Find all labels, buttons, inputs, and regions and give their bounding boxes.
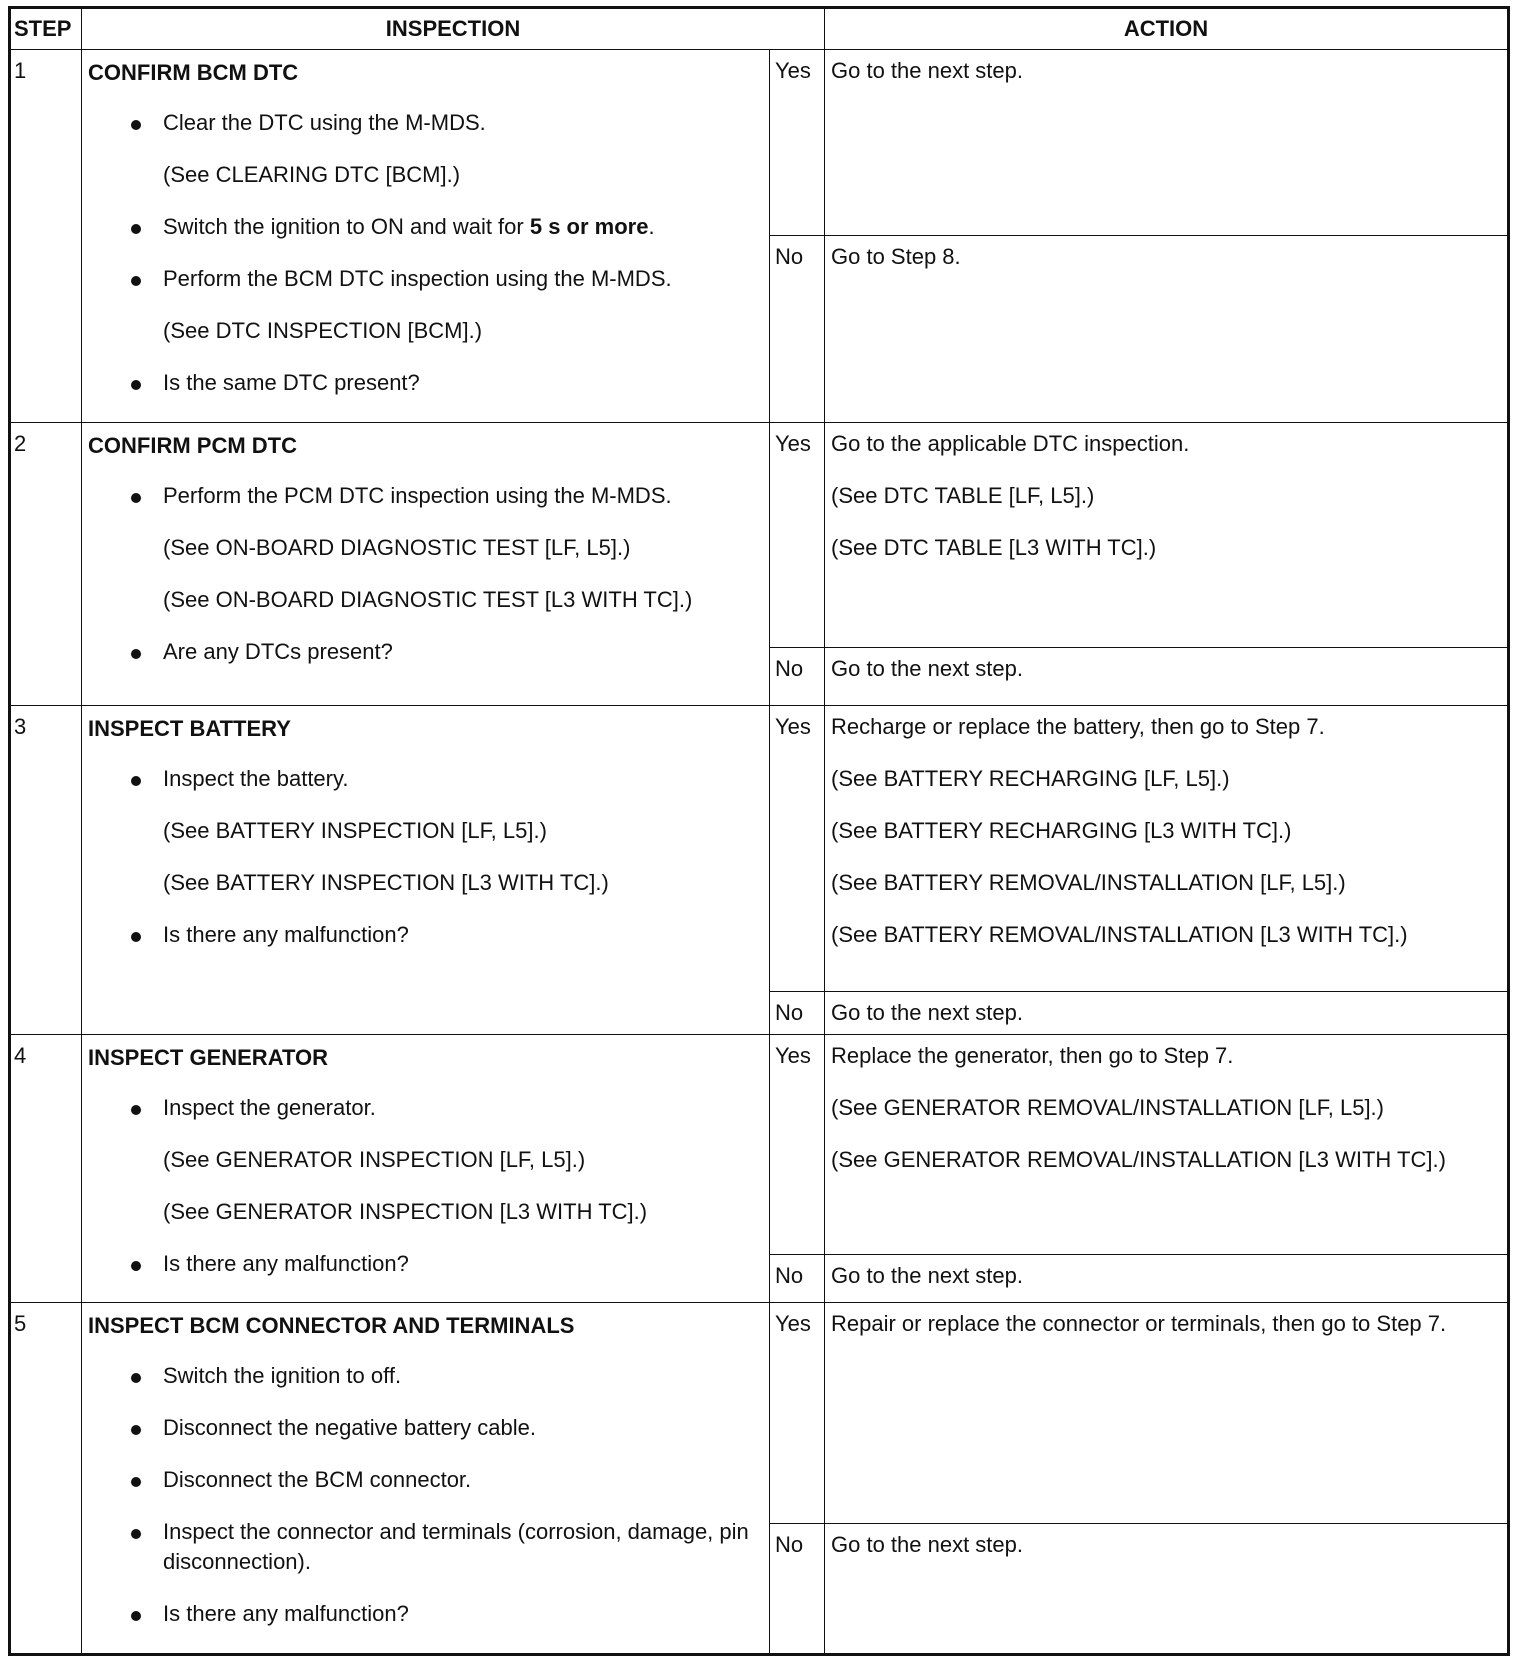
reference-note: (See GENERATOR INSPECTION [LF, L5].) bbox=[163, 1146, 586, 1172]
bullet-icon bbox=[131, 380, 141, 390]
bullet-icon bbox=[131, 1373, 141, 1383]
step-number: 1 bbox=[10, 50, 82, 423]
bullet-icon bbox=[131, 1529, 141, 1539]
action-line: Replace the generator, then go to Step 7. bbox=[831, 1042, 1234, 1068]
action-line: Go to the next step. bbox=[831, 1531, 1024, 1557]
action-line: Go to the applicable DTC inspection. bbox=[831, 430, 1190, 456]
bullet-text: Clear the DTC using the M-MDS. bbox=[163, 110, 486, 135]
action-line: Go to the next step. bbox=[831, 58, 1024, 83]
action-line: Go to the next step. bbox=[831, 655, 1024, 681]
action-line: (See BATTERY REMOVAL/INSTALLATION [L3 WITH TC].) bbox=[831, 922, 1408, 948]
bullet-icon bbox=[131, 493, 141, 503]
step-title: CONFIRM BCM DTC bbox=[88, 60, 299, 85]
yes-label: Yes bbox=[770, 1034, 825, 1254]
inspection-bullet bbox=[88, 1361, 763, 1391]
step-title: CONFIRM PCM DTC bbox=[88, 432, 297, 458]
action-line: (See GENERATOR REMOVAL/INSTALLATION [LF, L5].) bbox=[831, 1094, 1384, 1120]
inspection-bullet bbox=[88, 1249, 763, 1279]
table-row bbox=[10, 1303, 1509, 1524]
bullet-text: Is there any malfunction? bbox=[163, 1601, 409, 1627]
reference-note: (See ON-BOARD DIAGNOSTIC TEST [L3 WITH TC].) bbox=[163, 586, 693, 612]
inspection-bullet bbox=[88, 212, 763, 242]
bullet-text: Is there any malfunction? bbox=[163, 1250, 409, 1276]
inspection-bullet bbox=[88, 108, 763, 138]
action-line: Go to Step 8. bbox=[831, 244, 961, 270]
no-label: No bbox=[770, 236, 825, 422]
no-label: No bbox=[770, 647, 825, 705]
inspection-column-header: INSPECTION bbox=[82, 8, 825, 50]
bullet-icon bbox=[131, 1611, 141, 1621]
action-line: Repair or replace the connector or terminals, then go to Step 7. bbox=[831, 1311, 1447, 1337]
bullet-icon bbox=[131, 776, 141, 786]
no-action-cell bbox=[825, 1254, 1509, 1303]
bullet-icon bbox=[131, 1261, 141, 1271]
bullet-text: Is the same DTC present? bbox=[163, 370, 420, 395]
action-line: (See BATTERY RECHARGING [L3 WITH TC].) bbox=[831, 818, 1292, 844]
bullet-text: Inspect the generator. bbox=[163, 1094, 376, 1120]
yes-label: Yes bbox=[770, 1303, 825, 1524]
bullet-icon bbox=[131, 649, 141, 659]
step-column-header: STEP bbox=[10, 8, 82, 50]
table-body bbox=[10, 50, 1509, 1655]
table-row bbox=[10, 50, 1509, 236]
action-line: (See DTC TABLE [L3 WITH TC].) bbox=[831, 534, 1157, 560]
yes-action-cell bbox=[825, 1034, 1509, 1254]
no-label: No bbox=[770, 991, 825, 1034]
action-line: (See BATTERY REMOVAL/INSTALLATION [LF, L5].) bbox=[831, 870, 1346, 896]
action-line: Go to the next step. bbox=[831, 1262, 1024, 1288]
table-row bbox=[10, 706, 1509, 991]
inspection-cell bbox=[82, 706, 770, 1035]
inspection-bullet bbox=[88, 1465, 763, 1495]
inspection-bullet bbox=[88, 637, 763, 667]
table-row bbox=[10, 422, 1509, 647]
action-line: (See BATTERY RECHARGING [LF, L5].) bbox=[831, 766, 1230, 792]
bullet-icon bbox=[131, 1425, 141, 1435]
yes-label: Yes bbox=[770, 50, 825, 236]
bullet-icon bbox=[131, 276, 141, 286]
inspection-bullet bbox=[88, 764, 763, 794]
step-number: 4 bbox=[10, 1034, 82, 1302]
reference-note: (See ON-BOARD DIAGNOSTIC TEST [LF, L5].) bbox=[163, 534, 631, 560]
bullet-icon bbox=[131, 932, 141, 942]
reference-note: (See GENERATOR INSPECTION [L3 WITH TC].) bbox=[163, 1198, 648, 1224]
bullet-text: Disconnect the negative battery cable. bbox=[163, 1415, 537, 1441]
inspection-bullet bbox=[88, 368, 763, 398]
bullet-text: Perform the PCM DTC inspection using the M-MDS. bbox=[163, 482, 672, 508]
bullet-text: Disconnect the BCM connector. bbox=[163, 1467, 472, 1493]
no-label: No bbox=[770, 1523, 825, 1654]
inspection-bullet bbox=[88, 264, 763, 294]
bullet-text-end: . bbox=[648, 214, 655, 239]
inspection-cell bbox=[82, 1034, 770, 1302]
bullet-text: Switch the ignition to ON and wait for bbox=[163, 214, 530, 239]
inspection-bullet bbox=[88, 1599, 763, 1629]
yes-action-cell bbox=[825, 706, 1509, 991]
bullet-text: Is there any malfunction? bbox=[163, 922, 409, 948]
inspection-bullet bbox=[88, 1413, 763, 1443]
bullet-text: Perform the BCM DTC inspection using the M-MDS. bbox=[163, 266, 672, 291]
action-line: (See GENERATOR REMOVAL/INSTALLATION [L3 WITH TC].) bbox=[831, 1146, 1446, 1172]
bullet-text: Inspect the connector and terminals (corrosion, damage, pin disconnection). bbox=[163, 1519, 749, 1575]
yes-action-cell bbox=[825, 50, 1509, 236]
table-row bbox=[10, 1034, 1509, 1254]
diagnostic-table bbox=[8, 6, 1510, 1656]
inspection-cell bbox=[82, 1303, 770, 1655]
reference-note: (See BATTERY INSPECTION [LF, L5].) bbox=[163, 818, 547, 844]
no-action-cell bbox=[825, 647, 1509, 705]
inspection-bullet bbox=[88, 481, 763, 511]
yes-action-cell bbox=[825, 1303, 1509, 1524]
header-row bbox=[10, 8, 1509, 50]
yes-label: Yes bbox=[770, 422, 825, 647]
inspection-bullet bbox=[88, 920, 763, 950]
reference-note: (See CLEARING DTC [BCM].) bbox=[163, 162, 461, 187]
bullet-text: Inspect the battery. bbox=[163, 766, 349, 792]
action-column-header: ACTION bbox=[825, 8, 1509, 50]
action-line: Recharge or replace the battery, then go to Step 7. bbox=[831, 714, 1325, 740]
emphasis-text: 5 s or more bbox=[529, 214, 649, 239]
step-title: INSPECT GENERATOR bbox=[88, 1044, 328, 1070]
bullet-text: Are any DTCs present? bbox=[163, 638, 393, 664]
inspection-bullet bbox=[88, 1517, 763, 1577]
bullet-text: Switch the ignition to off. bbox=[163, 1363, 402, 1389]
bullet-icon bbox=[131, 224, 141, 234]
inspection-bullet bbox=[88, 1093, 763, 1123]
no-action-cell bbox=[825, 991, 1509, 1034]
diagnostic-procedure-sheet bbox=[8, 6, 1507, 1656]
step-number: 2 bbox=[10, 422, 82, 705]
yes-label: Yes bbox=[770, 706, 825, 991]
no-label: No bbox=[770, 1254, 825, 1303]
step-number: 3 bbox=[10, 706, 82, 1035]
no-action-cell bbox=[825, 1523, 1509, 1654]
reference-note: (See DTC INSPECTION [BCM].) bbox=[163, 318, 483, 343]
bullet-icon bbox=[131, 1477, 141, 1487]
inspection-cell bbox=[82, 50, 770, 423]
bullet-icon bbox=[131, 120, 141, 130]
step-title: INSPECT BATTERY bbox=[88, 716, 291, 742]
reference-note: (See BATTERY INSPECTION [L3 WITH TC].) bbox=[163, 870, 609, 896]
step-number: 5 bbox=[10, 1303, 82, 1655]
inspection-cell bbox=[82, 422, 770, 705]
step-title: INSPECT BCM CONNECTOR AND TERMINALS bbox=[88, 1313, 575, 1339]
action-line: (See DTC TABLE [LF, L5].) bbox=[831, 482, 1095, 508]
yes-action-cell bbox=[825, 422, 1509, 647]
action-line: Go to the next step. bbox=[831, 999, 1024, 1025]
bullet-icon bbox=[131, 1105, 141, 1115]
no-action-cell bbox=[825, 236, 1509, 422]
